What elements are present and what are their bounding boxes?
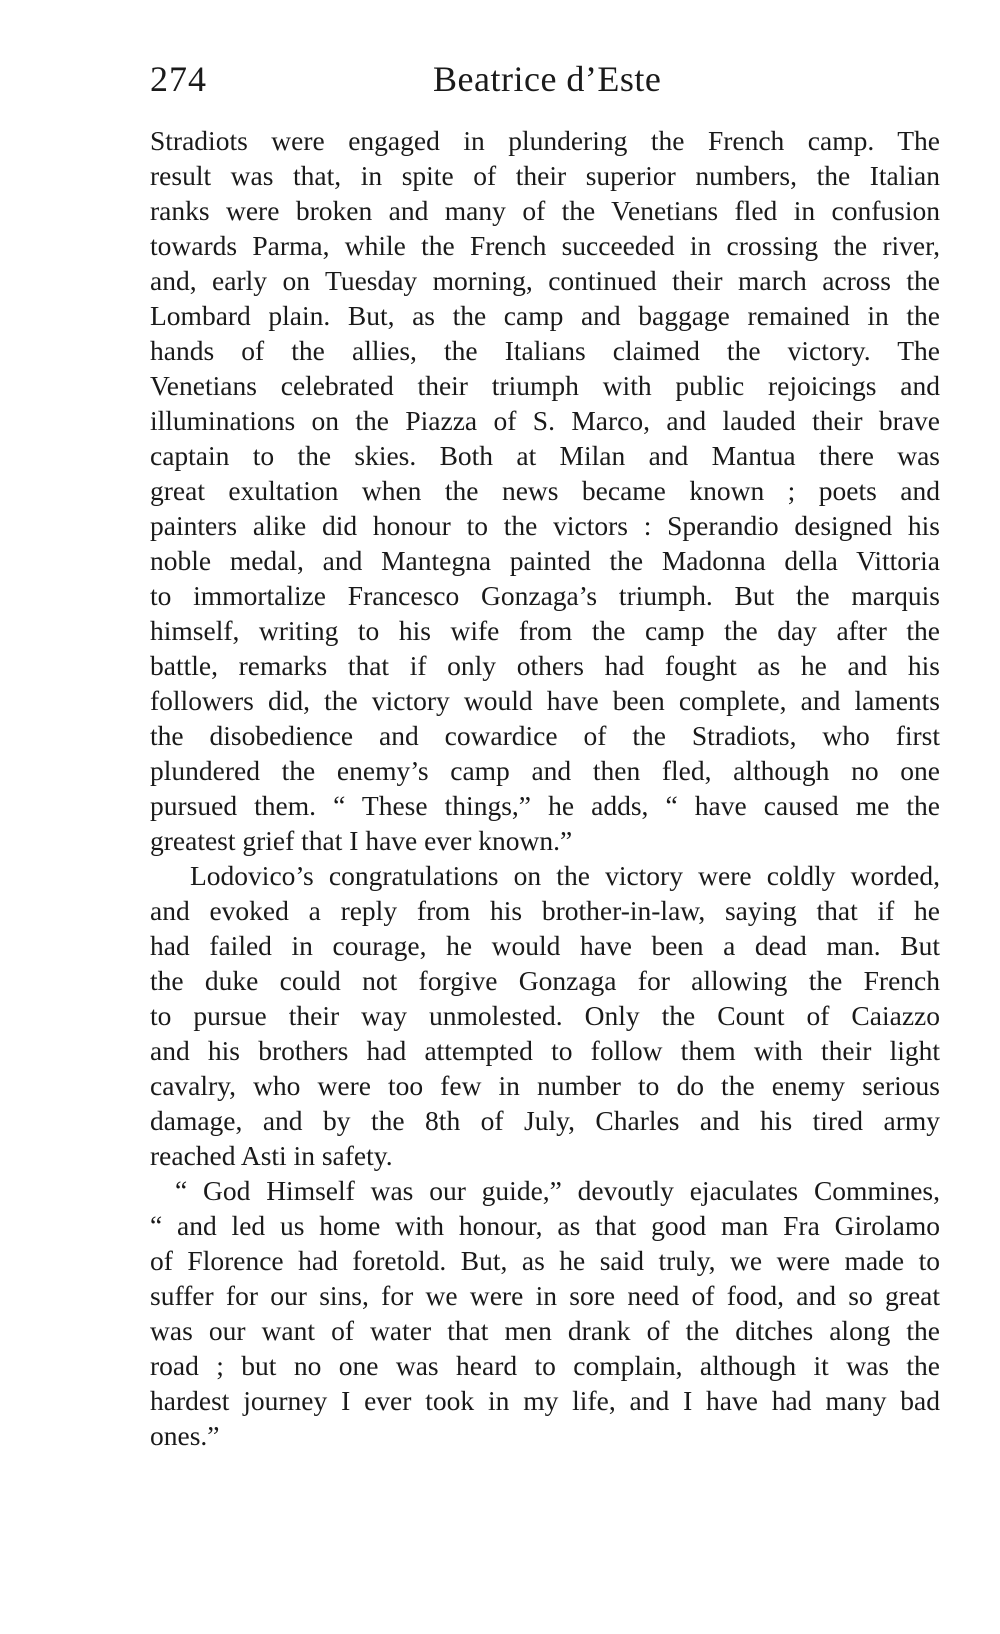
text-line: captain to the skies. Both at Milan and Mantua there was [150, 440, 940, 471]
text-line: cavalry, who were too few in number to do the enemy serious [150, 1070, 940, 1101]
running-title: Beatrice d’Este [433, 59, 662, 99]
text-line: pursued them. “ These things,” he adds, “ have caused me the [150, 790, 940, 821]
text-line: “ God Himself was our guide,” devoutly ejaculates Commines, [175, 1175, 940, 1206]
text-line: noble medal, and Mantegna painted the Madonna della Vittoria [150, 545, 940, 576]
text-line: Venetians celebrated their triumph with public rejoicings and [150, 370, 940, 401]
paragraph-3 [150, 1173, 940, 1453]
text-line: painters alike did honour to the victors : Sperandio designed his [150, 510, 940, 541]
text-line: suffer for our sins, for we were in sore need of food, and so great [150, 1280, 940, 1311]
body-text [150, 123, 940, 1453]
text-line: to immortalize Francesco Gonzaga’s triumph. But the marquis [150, 580, 940, 611]
text-line: had failed in courage, he would have been a dead man. But [150, 930, 940, 961]
text-line: road ; but no one was heard to complain, although it was the [150, 1350, 940, 1381]
text-line: ones.” [150, 1420, 220, 1451]
text-line: hardest journey I ever took in my life, and I have had many bad [150, 1385, 940, 1416]
text-line: Lombard plain. But, as the camp and baggage remained in the [150, 300, 940, 331]
text-line: followers did, the victory would have been complete, and laments [150, 685, 940, 716]
text-line: towards Parma, while the French succeeded in crossing the river, [150, 230, 940, 261]
text-line: result was that, in spite of their superior numbers, the Italian [150, 160, 940, 191]
text-line: of Florence had foretold. But, as he said truly, we were made to [150, 1245, 940, 1276]
text-line: and his brothers had attempted to follow them with their light [150, 1035, 940, 1066]
text-line: himself, writing to his wife from the camp the day after the [150, 615, 940, 646]
text-line: and evoked a reply from his brother-in-law, saying that if he [150, 895, 940, 926]
text-line: the disobedience and cowardice of the Stradiots, who first [150, 720, 940, 751]
text-line: reached Asti in safety. [150, 1140, 393, 1171]
text-line: and, early on Tuesday morning, continued their march across the [150, 265, 940, 296]
text-line: Stradiots were engaged in plundering the French camp. The [150, 125, 940, 156]
text-line: to pursue their way unmolested. Only the Count of Caiazzo [150, 1000, 940, 1031]
text-line: was our want of water that men drank of the ditches along the [150, 1315, 940, 1346]
text-line: “ and led us home with honour, as that good man Fra Girolamo [150, 1210, 940, 1241]
page-number: 274 [150, 59, 207, 99]
paragraph-1 [150, 123, 940, 858]
text-line: great exultation when the news became known ; poets and [150, 475, 940, 506]
running-head [150, 58, 940, 108]
text-line: illuminations on the Piazza of S. Marco, and lauded their brave [150, 405, 940, 436]
text-line: battle, remarks that if only others had fought as he and his [150, 650, 940, 681]
text-line: damage, and by the 8th of July, Charles and his tired army [150, 1105, 940, 1136]
text-line: the duke could not forgive Gonzaga for allowing the French [150, 965, 940, 996]
text-line: greatest grief that I have ever known.” [150, 825, 573, 856]
text-line: ranks were broken and many of the Venetians fled in confusion [150, 195, 940, 226]
text-line: plundered the enemy’s camp and then fled, although no one [150, 755, 940, 786]
paragraph-2 [150, 858, 940, 1173]
text-line: Lodovico’s congratulations on the victory were coldly worded, [190, 860, 940, 891]
text-line: hands of the allies, the Italians claimed the victory. The [150, 335, 940, 366]
